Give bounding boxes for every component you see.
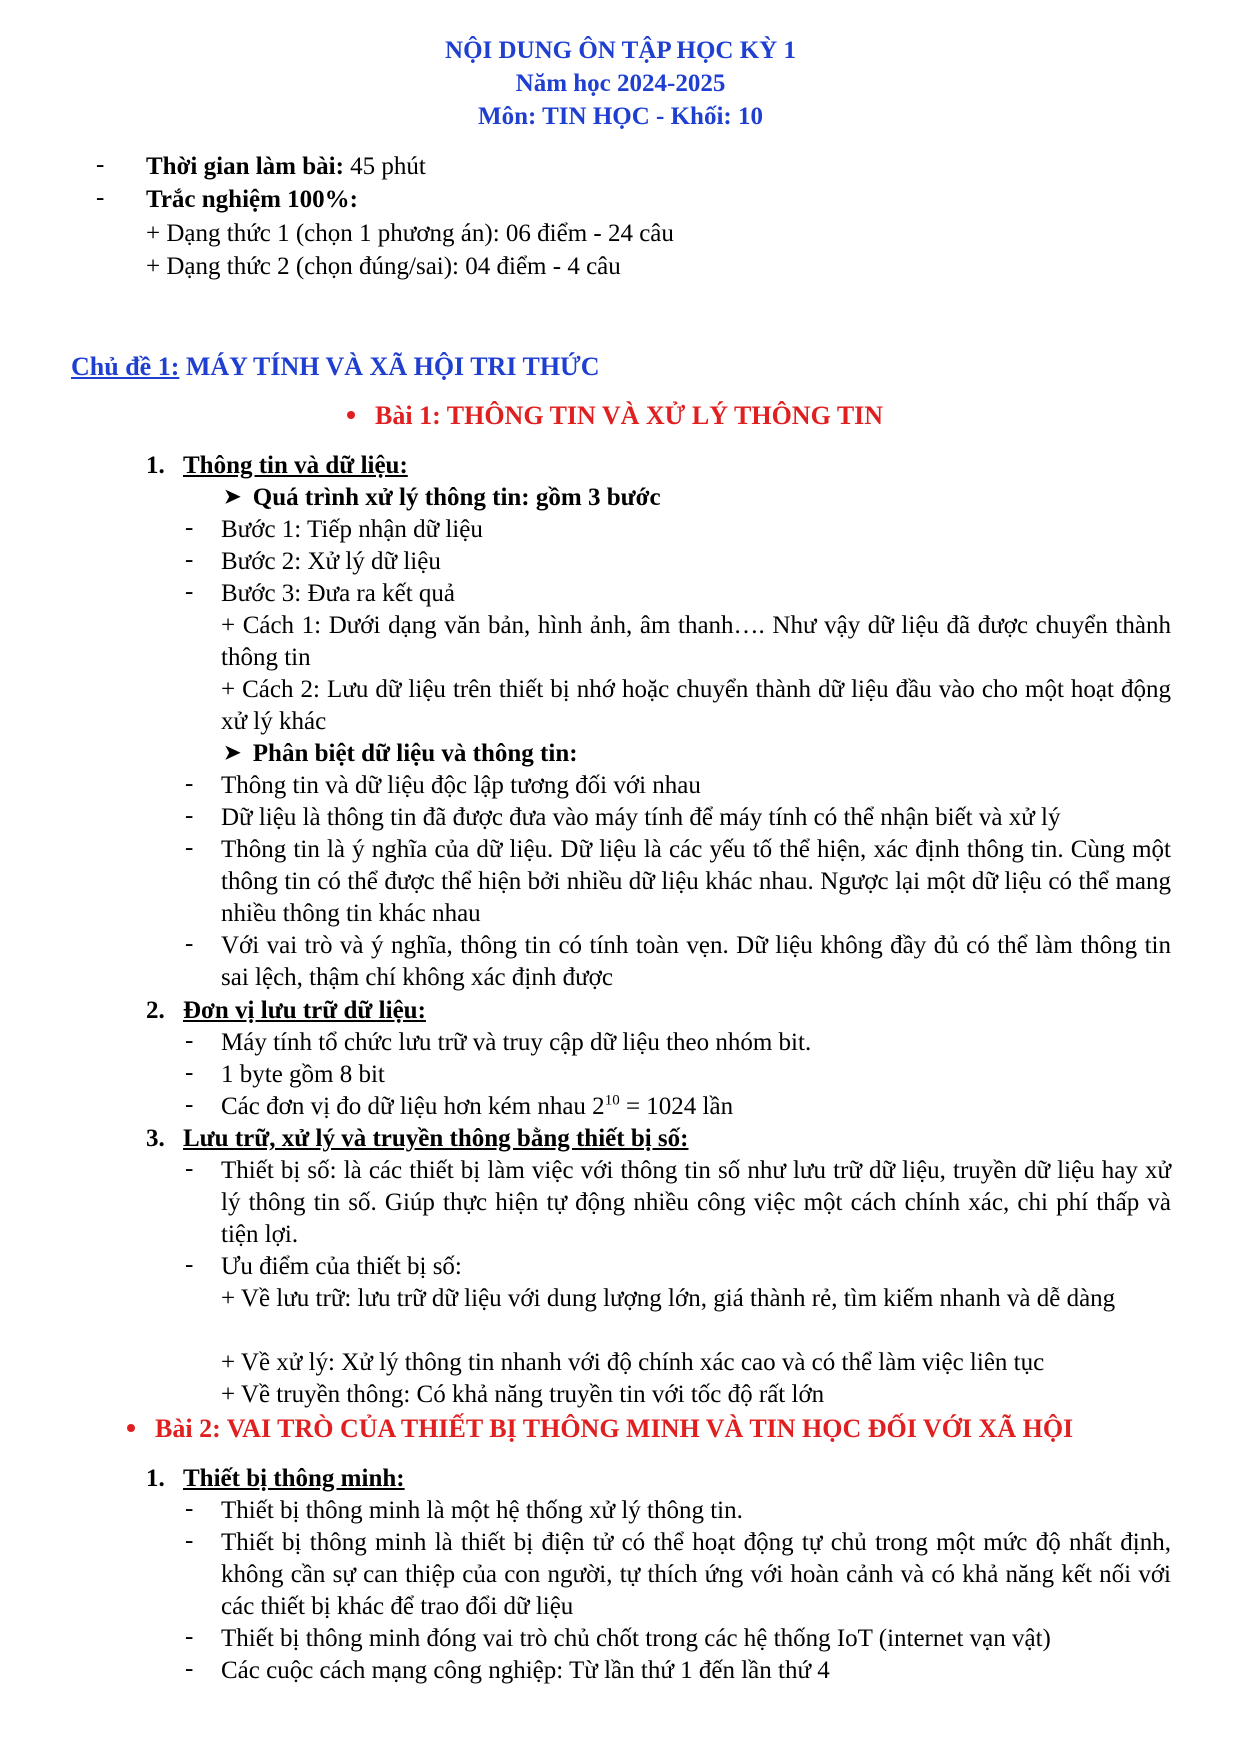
diff-4: Với vai trò và ý nghĩa, thông tin có tính toàn vẹn. Dữ liệu không đầy đủ có thể làm thông tin sai lệch, thậm chí không xác định được	[221, 932, 1171, 991]
dash-bullet: -	[185, 1527, 194, 1554]
section-2-heading: 2. Đơn vị lưu trữ dữ liệu:	[146, 997, 426, 1024]
dash-bullet: -	[185, 770, 194, 797]
bullet-dot-icon	[127, 1424, 135, 1432]
dash-bullet: -	[185, 834, 194, 861]
lesson1-title: Bài 1: THÔNG TIN VÀ XỬ LÝ THÔNG TIN	[347, 400, 883, 432]
exam-mcq-label: Trắc nghiệm 100%:	[146, 186, 359, 213]
header-title: NỘI DUNG ÔN TẬP HỌC KỲ 1	[445, 37, 796, 64]
dash-bullet: -	[96, 184, 105, 211]
exam-time-value: 45 phút	[343, 153, 426, 180]
step-2: Bước 2: Xử lý dữ liệu	[221, 548, 441, 575]
exam-time	[146, 151, 426, 183]
lesson2-section-1-heading: 1. Thiết bị thông minh:	[146, 1465, 405, 1492]
dash-bullet: -	[185, 1027, 194, 1054]
smart-4: Các cuộc cách mạng công nghiệp: Từ lần thứ 1 đến lần thứ 4	[221, 1657, 830, 1684]
topic-title: MÁY TÍNH VÀ XÃ HỘI TRI THỨC	[179, 352, 600, 381]
diff-2: Dữ liệu là thông tin đã được đưa vào máy tính để máy tính có thể nhận biết và xử lý	[221, 804, 1061, 831]
step-3: Bước 3: Đưa ra kết quả	[221, 580, 455, 607]
section-3-heading: 3. Lưu trữ, xử lý và truyền thông bằng thiết bị số:	[146, 1125, 689, 1152]
section-1-heading: 1. Thông tin và dữ liệu:	[146, 452, 408, 479]
exam-type1: + Dạng thức 1 (chọn 1 phương án): 06 điểm - 24 câu	[146, 220, 674, 247]
exam-type2: + Dạng thức 2 (chọn đúng/sai): 04 điểm - 4 câu	[146, 253, 621, 280]
process-heading: ➤ Quá trình xử lý thông tin: gồm 3 bước	[224, 482, 661, 515]
dash-bullet: -	[185, 1091, 194, 1118]
advantage-3: + Về truyền thông: Có khả năng truyền tin với tốc độ rất lớn	[221, 1381, 825, 1408]
header-subject: Môn: TIN HỌC - Khối: 10	[478, 103, 763, 130]
dash-bullet: -	[185, 1623, 194, 1650]
document-header	[0, 34, 1241, 133]
dash-bullet: -	[185, 930, 194, 957]
dash-bullet: -	[185, 546, 194, 573]
advantage-1: + Về lưu trữ: lưu trữ dữ liệu với dung lượng lớn, giá thành rẻ, tìm kiếm nhanh và dễ dàng	[221, 1285, 1116, 1312]
unit-3: Các đơn vị đo dữ liệu hơn kém nhau $2^{10} = 1024$ lần	[221, 1092, 734, 1120]
dash-bullet: -	[185, 1059, 194, 1086]
dash-bullet: -	[185, 802, 194, 829]
smart-1: Thiết bị thông minh là một hệ thống xử lý thông tin.	[221, 1497, 743, 1524]
advantage-2: + Về xử lý: Xử lý thông tin nhanh với độ chính xác cao và có thể làm việc liên tục	[221, 1349, 1045, 1376]
unit-1: Máy tính tổ chức lưu trữ và truy cập dữ liệu theo nhóm bit.	[221, 1029, 812, 1056]
diff-heading: ➤ Phân biệt dữ liệu và thông tin:	[224, 738, 578, 771]
diff-3: Thông tin là ý nghĩa của dữ liệu. Dữ liệu là các yếu tố thể hiện, xác định thông tin. Cùng một thông tin có thể được thể hiện bởi nhiều dữ liệu khác nhau. Ngược lại một dữ liệu có thể mang nhiều thông tin khác nhau	[221, 836, 1171, 927]
dash-bullet: -	[96, 151, 105, 178]
topic-label: Chủ đề 1:	[71, 352, 180, 381]
dash-bullet: -	[185, 1495, 194, 1522]
dash-bullet: -	[185, 578, 194, 605]
dash-bullet: -	[185, 514, 194, 541]
lesson2-title: Bài 2: VAI TRÒ CỦA THIẾT BỊ THÔNG MINH VÀ TIN HỌC ĐỐI VỚI XÃ HỘI	[127, 1413, 1073, 1445]
topic-heading	[71, 351, 600, 383]
dash-bullet: -	[185, 1251, 194, 1278]
diff-1: Thông tin và dữ liệu độc lập tương đối với nhau	[221, 772, 701, 799]
smart-2: Thiết bị thông minh là thiết bị điện tử có thể hoạt động tự chủ trong một mức độ nhất định, không cần sự can thiệp của con người, tự thích ứng với hoàn cảnh và có khả năng kết nối với các thiết bị khác để trao đổi dữ liệu	[221, 1529, 1171, 1620]
exam-time-label: Thời gian làm bài:	[146, 153, 344, 180]
unit-2: 1 byte gồm 8 bit	[221, 1061, 385, 1088]
dash-bullet: -	[185, 1155, 194, 1182]
device-2: Ưu điểm của thiết bị số:	[221, 1253, 462, 1280]
arrow-bullet-icon: ➤	[224, 742, 241, 764]
bullet-dot-icon	[347, 411, 355, 419]
device-1: Thiết bị số: là các thiết bị làm việc với thông tin số như lưu trữ dữ liệu, truyền dữ liệu hay xử lý thông tin số. Giúp thực hiện tự động nhiều công việc một cách chính xác, chi phí thấp và tiện lợi.	[221, 1157, 1171, 1248]
arrow-bullet-icon: ➤	[224, 486, 241, 508]
header-school-year: Năm học 2024-2025	[515, 70, 726, 97]
way-1: + Cách 1: Dưới dạng văn bản, hình ảnh, âm thanh…. Như vậy dữ liệu đã được chuyển thành thông tin	[221, 612, 1171, 671]
smart-3: Thiết bị thông minh đóng vai trò chủ chốt trong các hệ thống IoT (internet vạn vật)	[221, 1625, 1051, 1652]
step-1: Bước 1: Tiếp nhận dữ liệu	[221, 516, 483, 543]
way-2: + Cách 2: Lưu dữ liệu trên thiết bị nhớ hoặc chuyển thành dữ liệu đầu vào cho một hoạt động xử lý khác	[221, 676, 1171, 735]
dash-bullet: -	[185, 1655, 194, 1682]
